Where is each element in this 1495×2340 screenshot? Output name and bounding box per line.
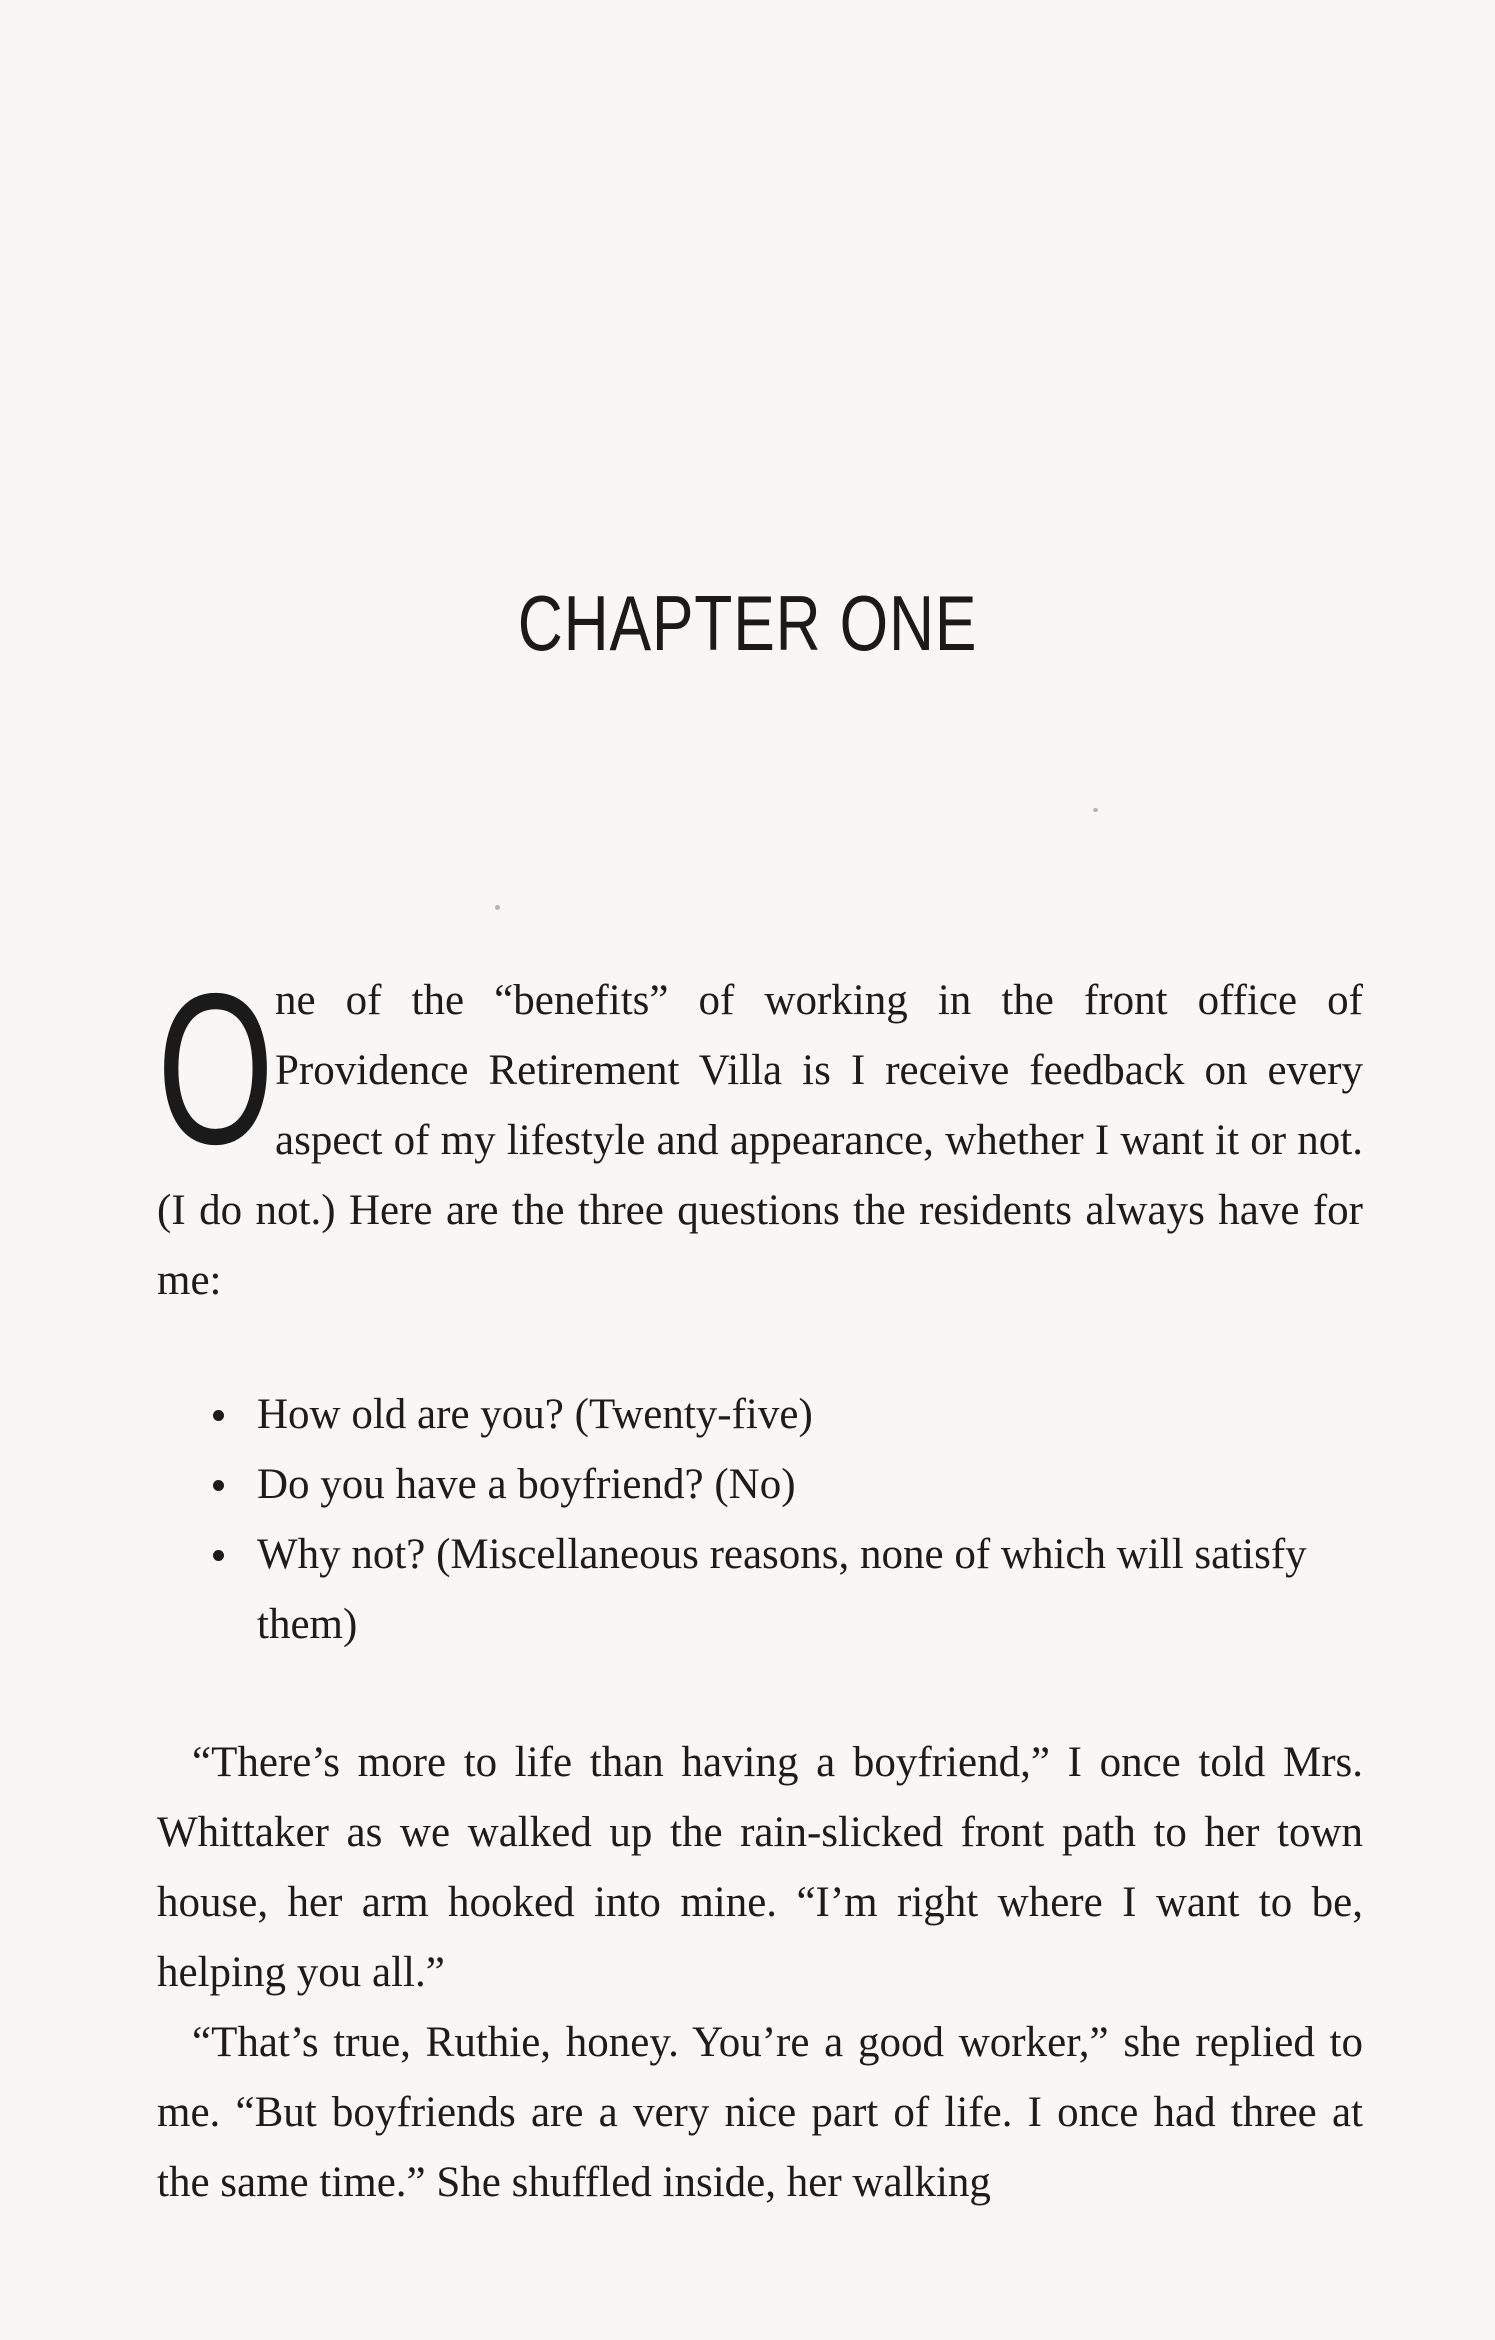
list-item [205,1380,1365,1450]
paragraph: “That’s true, Ruthie, honey. You’re a good worker,” she replied to me. “But boyfriends are a very nice part of life. I once had three at the same time.” She shuffled inside, her walking [157,2019,1363,2206]
bullet-icon [213,1550,224,1561]
opening-paragraph [157,948,1363,1318]
list-item-text: Why not? (Miscellaneous reasons, none of which will satisfy them) [257,1531,1307,1648]
list-item-text: How old are you? (Twenty-five) [257,1391,813,1438]
list-item [205,1450,1365,1520]
paper-speck [1093,808,1098,812]
drop-cap: O [157,948,275,1189]
opening-text: ne of the “benefits” of working in the front office of Providence Retirement Villa is I receive feedback on every aspect of my lifestyle and appearance, whether I want it or not. (I do not.) Here are the three questions the residents always have for me: [157,977,1363,1304]
paragraph: “There’s more to life than having a boyfriend,” I once told Mrs. Whittaker as we walked up the rain-slicked front path to her town house, her arm hooked into mine. “I’m right where I want to be, helping you all.” [157,1739,1363,1996]
dialogue-section [157,1728,1363,2218]
chapter-title: CHAPTER ONE [517,579,978,667]
list-item [205,1520,1365,1660]
questions-list [205,1380,1365,1660]
list-item-text: Do you have a boyfriend? (No) [257,1461,796,1508]
bullet-icon [213,1410,224,1421]
paper-speck [495,905,500,910]
bullet-icon [213,1480,224,1491]
